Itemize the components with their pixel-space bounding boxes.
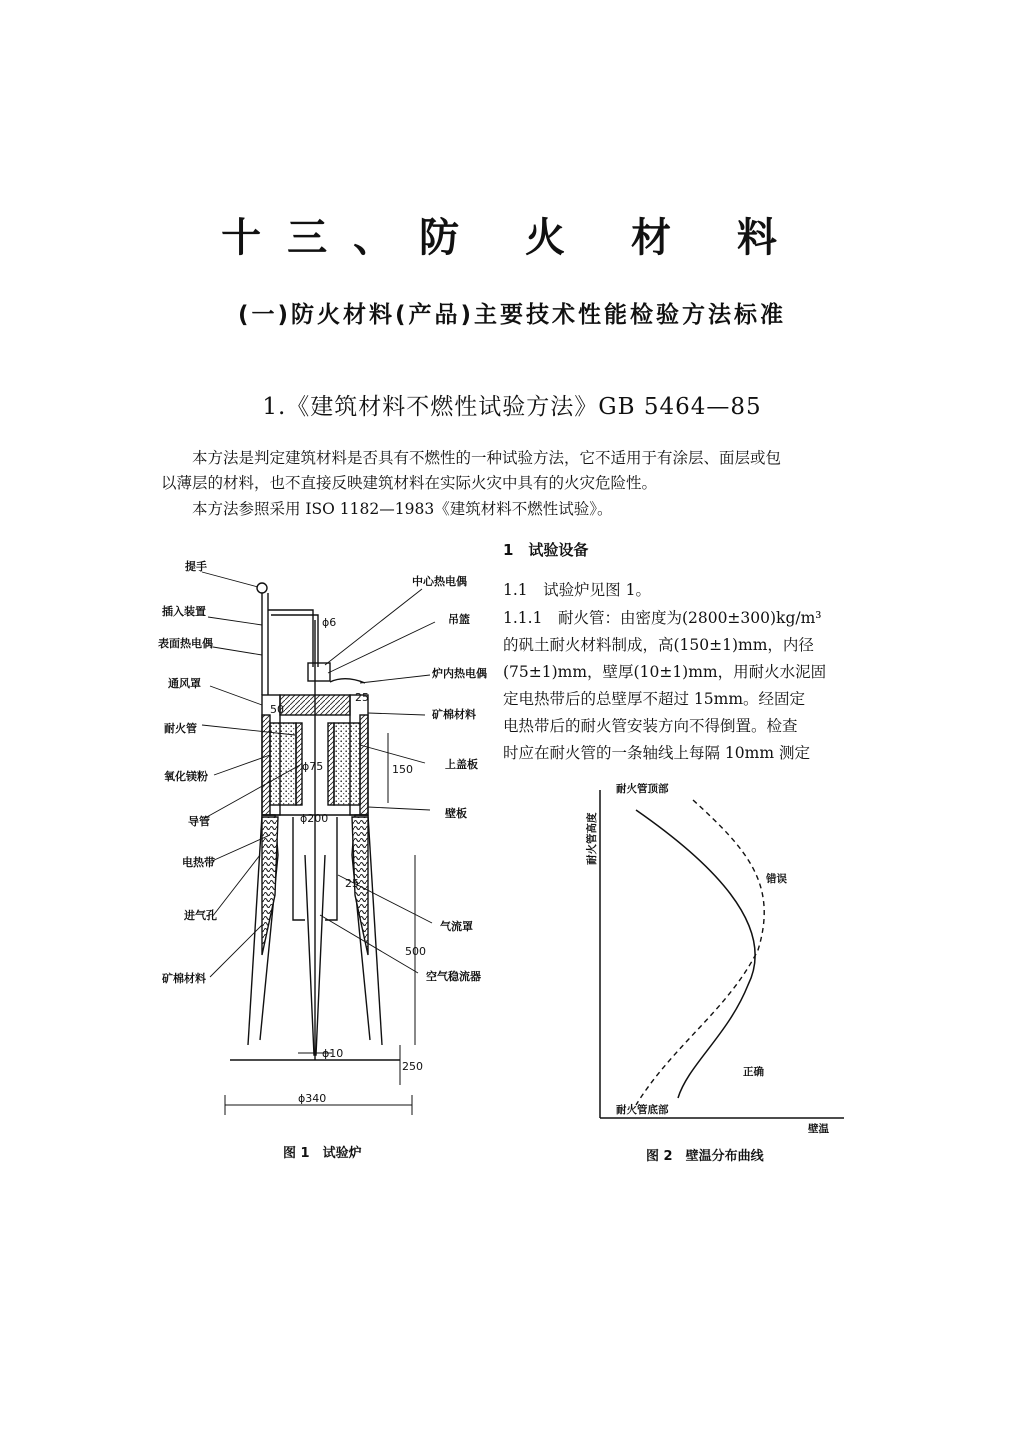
label-handle: 提手 xyxy=(185,560,207,573)
dim-150: 150 xyxy=(392,763,413,776)
dim-phi10: ϕ10 xyxy=(322,1047,344,1060)
dim-250: 250 xyxy=(402,1060,423,1073)
label-surface-thermocouple: 表面热电偶 xyxy=(158,637,213,650)
label-basket: 吊篮 xyxy=(448,613,470,626)
label-wall-plate: 壁板 xyxy=(445,807,467,820)
label-refractory-tube: 耐火管 xyxy=(164,722,197,735)
item-1-1-1-line-3: (75±1)mm，壁厚(10±1)mm，用耐火水泥固 xyxy=(503,663,827,681)
intro-paragraph-1-continued: 以薄层的材料，也不直接反映建筑材料在实际火灾中具有的火灾危险性。 xyxy=(161,474,658,492)
dim-phi6: ϕ6 xyxy=(322,616,337,629)
x-axis-label: 壁温 xyxy=(808,1123,829,1135)
dim-phi200: ϕ200 xyxy=(300,812,329,825)
figure-wall-temperature-curve xyxy=(578,775,858,1140)
item-1-1-1-line-6: 时应在耐火管的一条轴线上每隔 10mm 测定 xyxy=(503,744,810,762)
heading-test-equipment: 1 试验设备 xyxy=(503,541,589,559)
item-1-1-1-line-5: 电热带后的耐火管安装方向不得倒置。检查 xyxy=(503,717,798,735)
handle-knob xyxy=(257,583,267,593)
figure1-caption: 图 1 试验炉 xyxy=(283,1146,362,1161)
dim-25-bottom: 25 xyxy=(345,877,359,890)
item-1-1-1-line-1: 1.1.1 耐火管：由密度为(2800±300)kg/m³ xyxy=(503,609,822,627)
standard-title: 1.《建筑材料不燃性试验方法》GB 5464—85 xyxy=(262,394,762,420)
furnace-drawing xyxy=(202,572,435,1115)
series-correct-curve xyxy=(636,810,755,1098)
chapter-title: 十三、防 火 材 料 xyxy=(221,215,803,261)
label-mineral-wool-right: 矿棉材料 xyxy=(432,708,476,721)
intro-paragraph-2: 本方法参照采用 ISO 1182—1983《建筑材料不燃性试验》。 xyxy=(192,500,613,518)
label-center-thermocouple: 中心热电偶 xyxy=(412,575,467,588)
dim-phi340: ϕ340 xyxy=(298,1092,327,1105)
magnesia-left xyxy=(270,723,296,805)
magnesia-right xyxy=(334,723,360,805)
label-tube-top: 耐火管顶部 xyxy=(616,783,669,795)
figure2-caption: 图 2 壁温分布曲线 xyxy=(646,1149,764,1164)
label-furnace-thermocouple: 炉内热电偶 xyxy=(432,667,487,680)
dim-500: 500 xyxy=(405,945,426,958)
label-vent-hood: 通风罩 xyxy=(168,677,201,690)
label-air-stabilizer: 空气稳流器 xyxy=(426,970,481,983)
label-airflow-cover: 气流罩 xyxy=(440,920,473,933)
label-air-inlet: 进气孔 xyxy=(184,909,217,922)
legend-wrong: 错误 xyxy=(766,873,787,885)
label-heating-tape: 电热带 xyxy=(182,856,215,869)
label-conduit: 导管 xyxy=(188,815,210,828)
section-title: (一)防火材料(产品)主要技术性能检验方法标准 xyxy=(237,302,787,328)
figure-test-furnace xyxy=(150,555,510,1135)
dim-25-top: 25 xyxy=(355,691,369,704)
label-insertion-device: 插入装置 xyxy=(162,605,206,618)
y-axis-label: 耐火管高度 xyxy=(586,812,598,865)
label-magnesia-powder: 氧化镁粉 xyxy=(164,770,208,783)
item-1-1-1-line-4: 定电热带后的总壁厚不超过 15mm。经固定 xyxy=(503,690,806,708)
basket-shape xyxy=(308,663,330,681)
intro-paragraph-1: 本方法是判定建筑材料是否具有不燃性的一种试验方法，它不适用于有涂层、面层或包 xyxy=(192,449,782,467)
label-mineral-wool-left: 矿棉材料 xyxy=(162,972,206,985)
item-1-1-1-line-2: 的矾土耐火材料制成，高(150±1)mm，内径 xyxy=(503,636,814,654)
label-top-cover-plate: 上盖板 xyxy=(445,758,478,771)
legend-correct: 正确 xyxy=(743,1066,764,1078)
dim-phi75: ϕ75 xyxy=(302,760,324,773)
dim-50: 50 xyxy=(270,703,284,716)
item-1-1: 1.1 试验炉见图 1。 xyxy=(503,581,651,599)
label-tube-bottom: 耐火管底部 xyxy=(616,1104,669,1116)
